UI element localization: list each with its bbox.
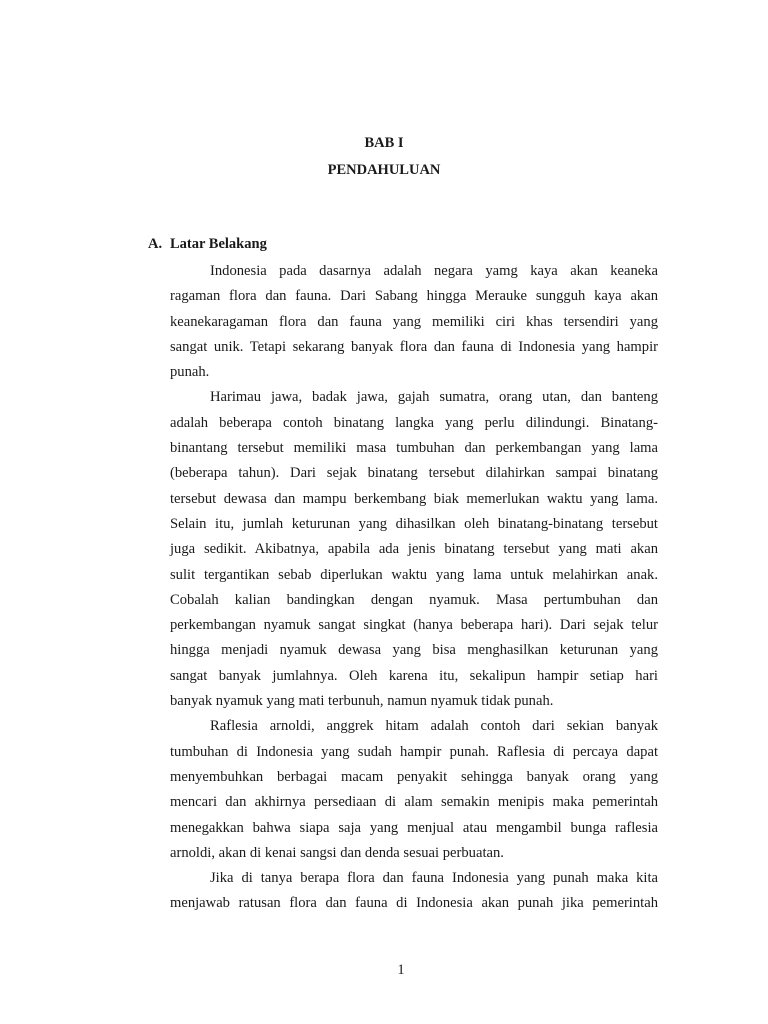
paragraph xyxy=(170,259,658,385)
text-line: hingga menjadi nyamuk dewasa yang bisa menghasilkan keturunan yang xyxy=(170,642,658,659)
text-line: tersebut dewasa dan mampu berkembang biak memerlukan waktu yang lama. xyxy=(170,490,658,507)
paragraph xyxy=(170,714,658,866)
text-line: (beberapa tahun). Dari sejak binatang tersebut dilahirkan sampai binatang xyxy=(170,465,658,482)
text-line: tumbuhan di Indonesia yang sudah hampir punah. Raflesia di percaya dapat xyxy=(170,743,658,760)
section-number: A. xyxy=(148,236,163,252)
section-title: Latar Belakang xyxy=(170,236,267,252)
text-line: Selain itu, jumlah keturunan yang dihasilkan oleh binatang-binatang tersebut xyxy=(170,515,658,532)
text-line: punah. xyxy=(170,364,210,381)
chapter-title: PENDAHULUAN xyxy=(327,162,441,178)
text-line: arnoldi, akan di kenai sangsi dan denda sesuai perbuatan. xyxy=(170,844,504,861)
text-line: keanekaragaman flora dan fauna yang memiliki ciri khas tersendiri yang xyxy=(170,313,658,330)
paragraph xyxy=(170,385,658,714)
text-line: juga sedikit. Akibatnya, apabila ada jenis binatang tersebut yang mati akan xyxy=(170,541,658,558)
text-line: banyak nyamuk yang mati terbunuh, namun nyamuk tidak punah. xyxy=(170,693,554,710)
paragraph xyxy=(170,866,658,917)
text-line: Indonesia pada dasarnya adalah negara yamg kaya akan keaneka xyxy=(210,263,658,279)
body-text xyxy=(170,259,658,917)
text-line: sulit tergantikan sebab diperlukan waktu yang lama untuk melahirkan anak. xyxy=(170,566,658,583)
text-line: Raflesia arnoldi, anggrek hitam adalah contoh dari sekian banyak xyxy=(210,718,658,735)
chapter-label: BAB I xyxy=(364,135,404,151)
text-line: Harimau jawa, badak jawa, gajah sumatra, orang utan, dan banteng xyxy=(210,389,658,406)
text-line: binantang tersebut memiliki masa tumbuhan dan perkembangan yang lama xyxy=(170,440,658,457)
text-line: menjawab ratusan flora dan fauna di Indonesia akan punah jika pemerintah xyxy=(170,895,658,912)
text-line: perkembangan nyamuk sangat singkat (hanya beberapa hari). Dari sejak telur xyxy=(170,617,658,634)
text-line: adalah beberapa contoh binatang langka yang perlu dilindungi. Binatang- xyxy=(170,414,658,431)
page-number: 1 xyxy=(397,962,405,978)
text-line: mencari dan akhirnya persediaan di alam semakin menipis maka pemerintah xyxy=(170,794,658,811)
text-line: ragaman flora dan fauna. Dari Sabang hingga Merauke sungguh kaya akan xyxy=(170,288,658,305)
text-line: Jika di tanya berapa flora dan fauna Indonesia yang punah maka kita xyxy=(210,870,658,887)
text-line: menegakkan bahwa siapa saja yang menjual atau mengambil bunga raflesia xyxy=(170,819,658,836)
text-line: menyembuhkan berbagai macam penyakit sehingga banyak orang yang xyxy=(170,768,658,785)
text-line: Cobalah kalian bandingkan dengan nyamuk. Masa pertumbuhan dan xyxy=(170,591,658,608)
section-heading xyxy=(148,236,267,253)
text-line: sangat unik. Tetapi sekarang banyak flora dan fauna di Indonesia yang hampir xyxy=(170,338,658,355)
text-line: sangat banyak jumlahnya. Oleh karena itu, sekalipun hampir setiap hari xyxy=(170,667,658,684)
